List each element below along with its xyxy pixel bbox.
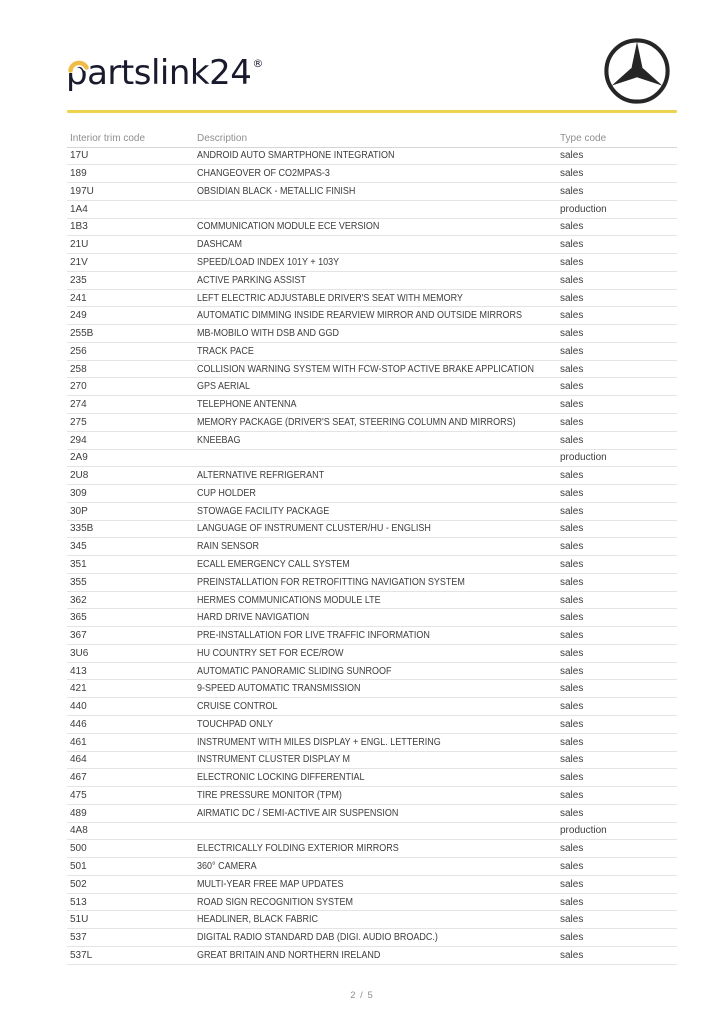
cell-desc: ROAD SIGN RECOGNITION SYSTEM — [197, 896, 354, 908]
cell-code: 446 — [70, 718, 87, 730]
cell-code: 197U — [70, 185, 94, 197]
table-row — [67, 201, 677, 219]
cell-code: 464 — [70, 754, 87, 766]
cell-desc: GREAT BRITAIN AND NORTHERN IRELAND — [197, 949, 381, 961]
cell-desc: AUTOMATIC PANORAMIC SLIDING SUNROOF — [197, 665, 392, 677]
cell-code: 461 — [70, 736, 87, 748]
table-row — [67, 716, 677, 734]
cell-code: 189 — [70, 168, 87, 180]
cell-code: 335B — [70, 523, 94, 535]
logo-yellow-arc-icon — [68, 58, 90, 73]
cell-type: sales — [560, 718, 584, 730]
cell-code: 309 — [70, 487, 87, 499]
cell-desc: 9-SPEED AUTOMATIC TRANSMISSION — [197, 683, 361, 695]
cell-type: sales — [560, 541, 584, 553]
cell-code: 345 — [70, 541, 87, 553]
cell-code: 501 — [70, 861, 87, 872]
table-row — [67, 219, 677, 237]
cell-type: sales — [560, 168, 584, 180]
cell-desc: ECALL EMERGENCY CALL SYSTEM — [197, 558, 350, 570]
cell-type: sales — [560, 701, 584, 713]
cell-desc: PRE-INSTALLATION FOR LIVE TRAFFIC INFORMATION — [197, 630, 430, 642]
table-row — [67, 609, 677, 627]
cell-code: 355 — [70, 576, 87, 588]
table-row — [67, 361, 677, 379]
cell-type: sales — [560, 185, 584, 197]
cell-type: sales — [560, 292, 584, 304]
cell-type: sales — [560, 647, 584, 659]
table-row — [67, 148, 677, 166]
table-row — [67, 254, 677, 272]
cell-type: production — [560, 452, 607, 464]
table-row — [67, 911, 677, 929]
cell-type: sales — [560, 594, 584, 606]
table-row — [67, 467, 677, 485]
cell-type: sales — [560, 310, 584, 322]
table-row — [67, 894, 677, 912]
logo-letter-p: p — [66, 53, 88, 93]
cell-type: sales — [560, 256, 584, 268]
table-row — [67, 698, 677, 716]
cell-type: sales — [560, 736, 584, 748]
cell-type: sales — [560, 772, 584, 784]
cell-desc: CRUISE CONTROL — [197, 701, 278, 713]
table-row — [67, 414, 677, 432]
table-row — [67, 503, 677, 521]
table-row — [67, 680, 677, 698]
table-row — [67, 325, 677, 343]
table-row — [67, 592, 677, 610]
cell-type: sales — [560, 345, 584, 357]
cell-desc: HARD DRIVE NAVIGATION — [197, 612, 310, 624]
cell-type: sales — [560, 843, 584, 855]
cell-desc: COLLISION WARNING SYSTEM WITH FCW-STOP ACTIVE BRAKE APPLICATION — [197, 363, 535, 375]
page-indicator: 2 / 5 — [350, 990, 374, 1001]
cell-desc: ACTIVE PARKING ASSIST — [197, 274, 306, 286]
table-row — [67, 236, 677, 254]
cell-desc: TIRE PRESSURE MONITOR (TPM) — [197, 789, 342, 801]
cell-code: 21V — [70, 256, 88, 268]
cell-code: 30P — [70, 505, 88, 517]
cell-code: 17U — [70, 150, 89, 162]
cell-desc: TOUCHPAD ONLY — [197, 718, 274, 730]
cell-desc: MB-MOBILO WITH DSB AND GGD — [197, 328, 340, 340]
cell-code: 365 — [70, 612, 87, 624]
table-row — [67, 183, 677, 201]
cell-code: 274 — [70, 399, 87, 411]
cell-type: sales — [560, 328, 584, 340]
cell-desc: CHANGEOVER OF CO2MPAS-3 — [197, 168, 330, 180]
cell-desc: HU COUNTRY SET FOR ECE/ROW — [197, 647, 344, 659]
registered-trademark-symbol: ® — [252, 57, 263, 70]
cell-code: 489 — [70, 807, 87, 819]
cell-type: sales — [560, 683, 584, 695]
table-row — [67, 840, 677, 858]
cell-desc: ELECTRONIC LOCKING DIFFERENTIAL — [197, 772, 365, 784]
cell-type: sales — [560, 274, 584, 286]
table-row — [67, 307, 677, 325]
table-row — [67, 858, 677, 876]
logo-number: 24 — [209, 53, 252, 93]
table-row — [67, 485, 677, 503]
table-row — [67, 538, 677, 556]
cell-type: sales — [560, 789, 584, 801]
table-row — [67, 343, 677, 361]
cell-code: 270 — [70, 381, 87, 393]
cell-type: sales — [560, 505, 584, 517]
cell-type: sales — [560, 416, 584, 428]
cell-desc: PREINSTALLATION FOR RETROFITTING NAVIGATION SYSTEM — [197, 576, 465, 588]
cell-type: sales — [560, 523, 584, 535]
cell-desc: INSTRUMENT WITH MILES DISPLAY + ENGL. LETTERING — [197, 736, 441, 748]
cell-desc: CUP HOLDER — [197, 487, 256, 499]
cell-desc: HEADLINER, BLACK FABRIC — [197, 914, 319, 926]
col-header-description: Description — [197, 132, 248, 144]
cell-code: 475 — [70, 789, 87, 801]
table-row — [67, 165, 677, 183]
cell-code: 294 — [70, 434, 87, 446]
cell-type: sales — [560, 381, 584, 393]
cell-code: 3U6 — [70, 647, 89, 659]
cell-desc: GPS AERIAL — [197, 381, 251, 393]
cell-type: sales — [560, 949, 584, 961]
cell-code: 235 — [70, 274, 87, 286]
cell-code: 275 — [70, 416, 87, 428]
cell-code: 421 — [70, 683, 87, 695]
cell-code: 362 — [70, 594, 87, 606]
cell-type: sales — [560, 914, 584, 926]
cell-code: 500 — [70, 843, 87, 855]
table-body — [67, 148, 677, 965]
cell-type: sales — [560, 630, 584, 642]
cell-type: production — [560, 203, 607, 215]
cell-desc: OBSIDIAN BLACK - METALLIC FINISH — [197, 185, 356, 197]
cell-desc: ALTERNATIVE REFRIGERANT — [197, 470, 325, 482]
cell-desc: TRACK PACE — [197, 345, 254, 357]
cell-type: sales — [560, 470, 584, 482]
cell-code: 467 — [70, 772, 87, 784]
cell-desc: LEFT ELECTRIC ADJUSTABLE DRIVER'S SEAT WITH MEMORY — [197, 292, 463, 304]
cell-type: production — [560, 825, 607, 837]
header-divider-rule — [67, 110, 677, 113]
cell-desc: ELECTRICALLY FOLDING EXTERIOR MIRRORS — [197, 843, 399, 855]
table-row — [67, 450, 677, 468]
cell-type: sales — [560, 221, 584, 233]
cell-code: 258 — [70, 363, 87, 375]
cell-type: sales — [560, 861, 584, 872]
table-row — [67, 929, 677, 947]
cell-desc: INSTRUMENT CLUSTER DISPLAY M — [197, 754, 351, 766]
table-row — [67, 432, 677, 450]
table-row — [67, 645, 677, 663]
cell-code: 513 — [70, 896, 87, 908]
table-row — [67, 663, 677, 681]
mercedes-benz-star-icon — [603, 37, 671, 105]
cell-code: 1A4 — [70, 203, 88, 215]
cell-type: sales — [560, 487, 584, 499]
table-row — [67, 556, 677, 574]
cell-desc: MEMORY PACKAGE (DRIVER'S SEAT, STEERING COLUMN AND MIRRORS) — [197, 416, 516, 428]
cell-type: sales — [560, 896, 584, 908]
cell-desc: RAIN SENSOR — [197, 541, 260, 553]
table-row — [67, 574, 677, 592]
cell-code: 249 — [70, 310, 87, 322]
cell-code: 255B — [70, 328, 94, 340]
cell-code: 4A8 — [70, 825, 88, 837]
col-header-interior-trim-code: Interior trim code — [70, 132, 146, 144]
cell-desc: HERMES COMMUNICATIONS MODULE LTE — [197, 594, 381, 606]
cell-code: 537 — [70, 932, 87, 944]
cell-type: sales — [560, 576, 584, 588]
cell-type: sales — [560, 150, 584, 162]
table-row — [67, 290, 677, 308]
cell-type: sales — [560, 363, 584, 375]
table-row — [67, 787, 677, 805]
cell-code: 351 — [70, 558, 87, 570]
table-row — [67, 876, 677, 894]
cell-desc: SPEED/LOAD INDEX 101Y + 103Y — [197, 256, 340, 268]
cell-type: sales — [560, 878, 584, 890]
table-row — [67, 378, 677, 396]
cell-desc: COMMUNICATION MODULE ECE VERSION — [197, 221, 380, 233]
cell-code: 21U — [70, 239, 89, 251]
cell-desc: DIGITAL RADIO STANDARD DAB (DIGI. AUDIO BROADC.) — [197, 932, 438, 944]
table-row — [67, 396, 677, 414]
table-header-row — [67, 130, 677, 148]
cell-code: 2A9 — [70, 452, 88, 464]
cell-desc: DASHCAM — [197, 239, 243, 251]
cell-code: 51U — [70, 914, 89, 926]
table-row — [67, 947, 677, 965]
table-row — [67, 521, 677, 539]
cell-code: 537L — [70, 949, 93, 961]
table-row — [67, 769, 677, 787]
cell-code: 502 — [70, 878, 87, 890]
table-row — [67, 823, 677, 841]
cell-type: sales — [560, 932, 584, 944]
cell-desc: STOWAGE FACILITY PACKAGE — [197, 505, 330, 517]
interior-trim-codes-table — [67, 130, 677, 965]
cell-desc: AUTOMATIC DIMMING INSIDE REARVIEW MIRROR AND OUTSIDE MIRRORS — [197, 310, 523, 322]
cell-code: 367 — [70, 630, 87, 642]
cell-desc: MULTI-YEAR FREE MAP UPDATES — [197, 878, 344, 890]
cell-desc: TELEPHONE ANTENNA — [197, 399, 297, 411]
cell-desc: ANDROID AUTO SMARTPHONE INTEGRATION — [197, 150, 395, 162]
cell-type: sales — [560, 612, 584, 624]
cell-type: sales — [560, 754, 584, 766]
cell-code: 2U8 — [70, 470, 89, 482]
cell-type: sales — [560, 399, 584, 411]
cell-desc: AIRMATIC DC / SEMI-ACTIVE AIR SUSPENSION — [197, 807, 399, 819]
cell-desc: KNEEBAG — [197, 434, 241, 446]
table-row — [67, 627, 677, 645]
cell-code: 413 — [70, 665, 87, 677]
cell-code: 1B3 — [70, 221, 88, 233]
cell-code: 241 — [70, 292, 87, 304]
cell-type: sales — [560, 665, 584, 677]
table-row — [67, 734, 677, 752]
cell-code: 440 — [70, 701, 87, 713]
cell-type: sales — [560, 807, 584, 819]
partslink24-logo — [66, 53, 263, 93]
col-header-type-code: Type code — [560, 132, 607, 144]
table-row — [67, 805, 677, 823]
logo-text-rest: artslink — [87, 53, 210, 93]
cell-type: sales — [560, 558, 584, 570]
table-row — [67, 752, 677, 770]
cell-desc: LANGUAGE OF INSTRUMENT CLUSTER/HU - ENGLISH — [197, 523, 431, 535]
cell-code: 256 — [70, 345, 87, 357]
table-row — [67, 272, 677, 290]
cell-type: sales — [560, 239, 584, 251]
cell-desc: 360° CAMERA — [197, 861, 257, 872]
cell-type: sales — [560, 434, 584, 446]
